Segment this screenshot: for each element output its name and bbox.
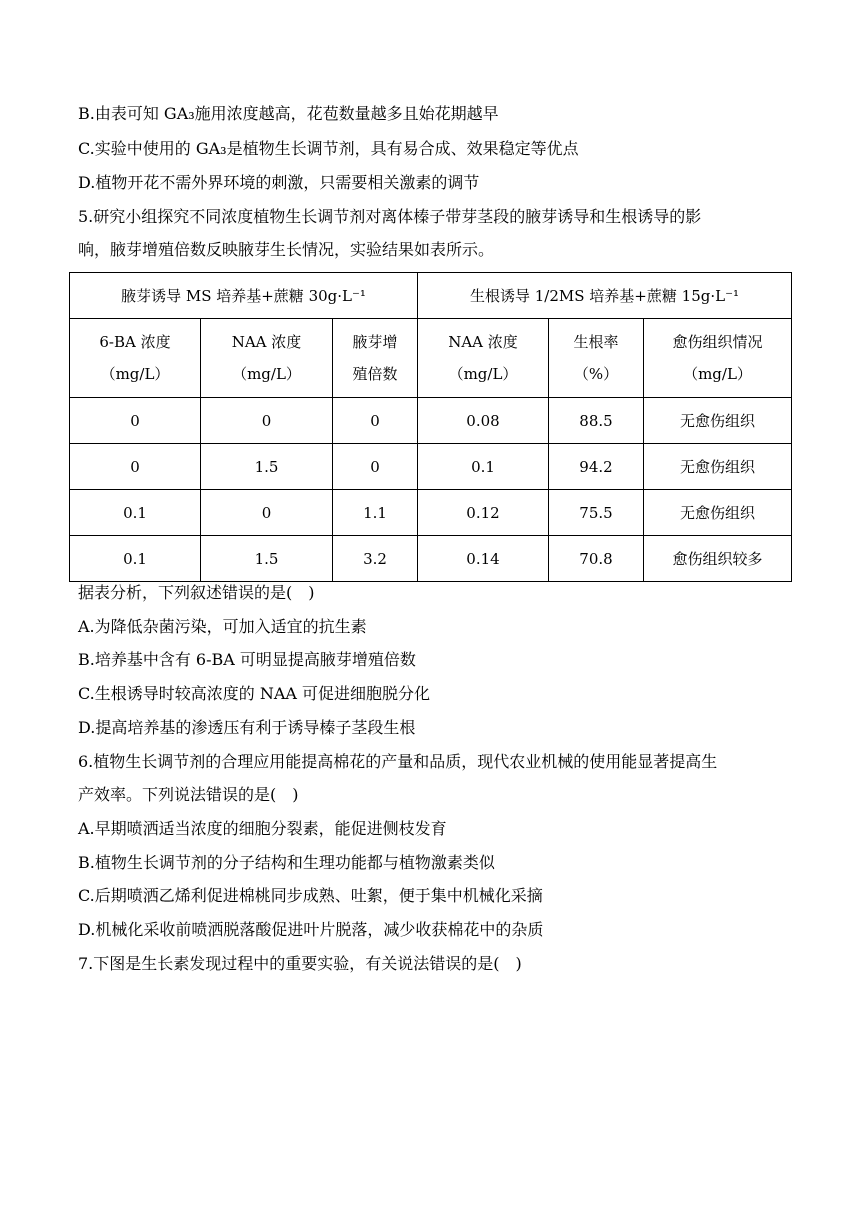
- q7-stem: 7.下图是生长素发现过程中的重要实验，有关说法错误的是( ): [78, 954, 522, 973]
- table-cell: 0.08: [418, 398, 549, 444]
- column-header: NAA 浓度 （mg/L）: [418, 319, 549, 398]
- column-header: 6-BA 浓度 （mg/L）: [70, 319, 201, 398]
- table-cell: 1.5: [201, 444, 333, 490]
- table-cell: 无愈伤组织: [644, 490, 792, 536]
- table-cell: 0.14: [418, 536, 549, 582]
- q4-option-b: B.由表可知 GA₃施用浓度越高，花苞数量越多且始花期越早: [78, 104, 499, 123]
- table-cell: 0.12: [418, 490, 549, 536]
- table-group-header-row: [70, 273, 792, 319]
- table-cell: 88.5: [549, 398, 644, 444]
- column-header: 生根率 （%）: [549, 319, 644, 398]
- table-cell: 70.8: [549, 536, 644, 582]
- table-cell: 0.1: [70, 490, 201, 536]
- table-cell: 0: [333, 444, 418, 490]
- results-table: [69, 272, 792, 582]
- table-cell: 75.5: [549, 490, 644, 536]
- table-cell: 1.5: [201, 536, 333, 582]
- table-row: [70, 398, 792, 444]
- table-cell: 0.1: [418, 444, 549, 490]
- q4-option-d: D.植物开花不需外界环境的刺激，只需要相关激素的调节: [78, 173, 480, 192]
- table-cell: 无愈伤组织: [644, 398, 792, 444]
- q4-option-c: C.实验中使用的 GA₃是植物生长调节剂，具有易合成、效果稳定等优点: [78, 139, 579, 158]
- q6-stem-line1: 6.植物生长调节剂的合理应用能提高棉花的产量和品质，现代农业机械的使用能显著提高生: [78, 752, 718, 771]
- table-cell: 0: [70, 444, 201, 490]
- table-row: [70, 536, 792, 582]
- q5-option-b: B.培养基中含有 6-BA 可明显提高腋芽增殖倍数: [78, 650, 416, 669]
- table-cell: 94.2: [549, 444, 644, 490]
- column-header: 愈伤组织情况 （mg/L）: [644, 319, 792, 398]
- table-cell: 3.2: [333, 536, 418, 582]
- table-cell: 0.1: [70, 536, 201, 582]
- column-header: 腋芽增 殖倍数: [333, 319, 418, 398]
- q6-option-a: A.早期喷洒适当浓度的细胞分裂素，能促进侧枝发育: [78, 819, 447, 838]
- table-cell: 0: [70, 398, 201, 444]
- column-header: NAA 浓度 （mg/L）: [201, 319, 333, 398]
- q5-stem-line1: 5.研究小组探究不同浓度植物生长调节剂对离体榛子带芽茎段的腋芽诱导和生根诱导的影: [78, 207, 702, 226]
- table-column-header-row: [70, 319, 792, 398]
- table-cell: 1.1: [333, 490, 418, 536]
- table-cell: 愈伤组织较多: [644, 536, 792, 582]
- q5-option-a: A.为降低杂菌污染，可加入适宜的抗生素: [78, 617, 367, 636]
- table-row: [70, 490, 792, 536]
- q5-question: 据表分析，下列叙述错误的是( ): [78, 583, 315, 602]
- q5-option-d: D.提高培养基的渗透压有利于诱导榛子茎段生根: [78, 718, 416, 737]
- table-cell: 0: [201, 490, 333, 536]
- group-header-root-induction: 生根诱导 1/2MS 培养基+蔗糖 15g·L⁻¹: [418, 273, 792, 319]
- group-header-bud-induction: 腋芽诱导 MS 培养基+蔗糖 30g·L⁻¹: [70, 273, 418, 319]
- table-cell: 无愈伤组织: [644, 444, 792, 490]
- q6-stem-line2: 产效率。下列说法错误的是( ): [78, 785, 299, 804]
- q6-option-d: D.机械化采收前喷洒脱落酸促进叶片脱落，减少收获棉花中的杂质: [78, 920, 544, 939]
- q6-option-c: C.后期喷洒乙烯利促进棉桃同步成熟、吐絮，便于集中机械化采摘: [78, 886, 543, 905]
- q5-option-c: C.生根诱导时较高浓度的 NAA 可促进细胞脱分化: [78, 684, 431, 703]
- table-cell: 0: [333, 398, 418, 444]
- table-cell: 0: [201, 398, 333, 444]
- table-row: [70, 444, 792, 490]
- q5-stem-line2: 响，腋芽增殖倍数反映腋芽生长情况，实验结果如表所示。: [78, 240, 495, 259]
- q6-option-b: B.植物生长调节剂的分子结构和生理功能都与植物激素类似: [78, 853, 495, 872]
